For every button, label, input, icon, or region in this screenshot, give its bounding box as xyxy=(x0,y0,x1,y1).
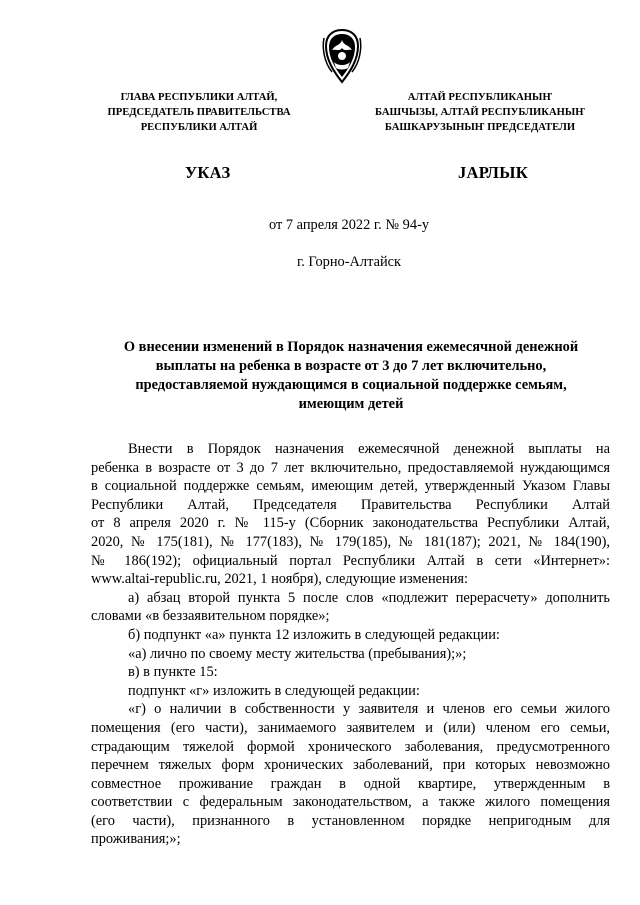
issuer-line: ГЛАВА РЕСПУБЛИКИ АЛТАЙ, xyxy=(120,92,278,103)
body-line: «а) лично по своему месту жительства (пребывания);»; xyxy=(128,645,467,662)
item-b-text-paragraph xyxy=(91,645,610,664)
issuer-title-russian xyxy=(70,90,328,135)
title-line: имеющим детей xyxy=(298,396,404,412)
body-line: проживания;»; xyxy=(91,831,181,848)
item-b-paragraph xyxy=(91,626,610,645)
body-line: страдающим тяжелой формой хронического заболевания, предусмотренного xyxy=(91,738,610,755)
decree-city: г. Горно-Алтайск xyxy=(296,254,402,270)
body-line: (его части), признанного в установленном порядке непригодным для xyxy=(91,812,610,829)
body-line: б) подпункт «а» пункта 12 изложить в следующей редакции: xyxy=(128,626,500,643)
issuer-line: БАШЧЫЗЫ, АЛТАЙ РЕСПУБЛИКАНЫҤ xyxy=(374,107,586,118)
body-line: «г) о наличии в собственности у заявителя и членов его семьи жилого xyxy=(128,701,610,718)
issuer-line: БАШКАРУЗЫНЫҤ ПРЕДСЕДАТЕЛИ xyxy=(384,122,576,133)
title-line: предоставляемой нуждающимся в социальной поддержке семьям, xyxy=(135,377,567,393)
document-kind-altai: JАРЛЫК xyxy=(458,163,529,182)
intro-paragraph xyxy=(91,440,610,589)
decree-title xyxy=(92,338,610,414)
issuer-line: ПРЕДСЕДАТЕЛЬ ПРАВИТЕЛЬСТВА xyxy=(107,107,291,118)
body-line: № 186(192); официальный портал Республики Алтай в сети «Интернет»: xyxy=(91,552,610,569)
body-line: от 8 апреля 2020 г. № 115-у (Сборник законодательства Республики Алтай, xyxy=(91,515,610,532)
document-kind-russian: УКАЗ xyxy=(185,163,231,182)
issuer-title-altai xyxy=(350,90,610,135)
body-line: www.altai-republic.ru, 2021, 1 ноября), следующие изменения: xyxy=(91,571,469,588)
item-c-paragraph xyxy=(91,663,610,682)
issuer-line: АЛТАЙ РЕСПУБЛИКАНЫҤ xyxy=(407,92,553,103)
issuer-line: РЕСПУБЛИКИ АЛТАЙ xyxy=(140,122,258,133)
body-line: перечнем тяжелых форм хронических заболеваний, при которых невозможно xyxy=(91,757,610,774)
coat-of-arms-icon xyxy=(318,28,366,84)
body-line: 2020, № 175(181), № 177(183), № 179(185), № 181(187); 2021, № 184(190), xyxy=(91,533,610,550)
title-line: выплаты на ребенка в возрасте от 3 до 7 лет включительно, xyxy=(155,358,547,374)
body-line: в) в пункте 15: xyxy=(128,664,218,681)
body-line: соответствии с федеральным законодательством, а также жилого помещения xyxy=(91,794,610,811)
body-line: в социальной поддержке семьям, имеющим детей, утвержденный Указом Главы xyxy=(91,478,610,495)
body-line: ребенка в возрасте от 3 до 7 лет включительно, предоставляемой нуждающимся xyxy=(91,459,610,476)
decree-body xyxy=(91,440,610,849)
body-line: подпункт «г» изложить в следующей редакции: xyxy=(128,682,420,699)
item-a-paragraph xyxy=(91,589,610,626)
body-line: совместное проживание граждан в одной квартире, утвержденным в xyxy=(91,775,610,792)
body-line: а) абзац второй пункта 5 после слов «подлежит перерасчету» дополнить xyxy=(128,589,610,606)
item-c-sub-paragraph xyxy=(91,682,610,701)
body-line: Республики Алтай, Председателя Правительства Республики Алтай xyxy=(91,496,610,513)
decree-date-number: от 7 апреля 2022 г. № 94-у xyxy=(268,217,430,233)
body-line: словами «в беззаявительном порядке»; xyxy=(91,608,330,625)
item-g-paragraph xyxy=(91,700,610,849)
title-line: О внесении изменений в Порядок назначения ежемесячной денежной xyxy=(123,339,579,355)
body-line: помещения (его части), занимаемого заявителем и (или) членом его семьи, xyxy=(91,719,610,736)
body-line: Внести в Порядок назначения ежемесячной денежной выплаты на xyxy=(128,441,610,457)
